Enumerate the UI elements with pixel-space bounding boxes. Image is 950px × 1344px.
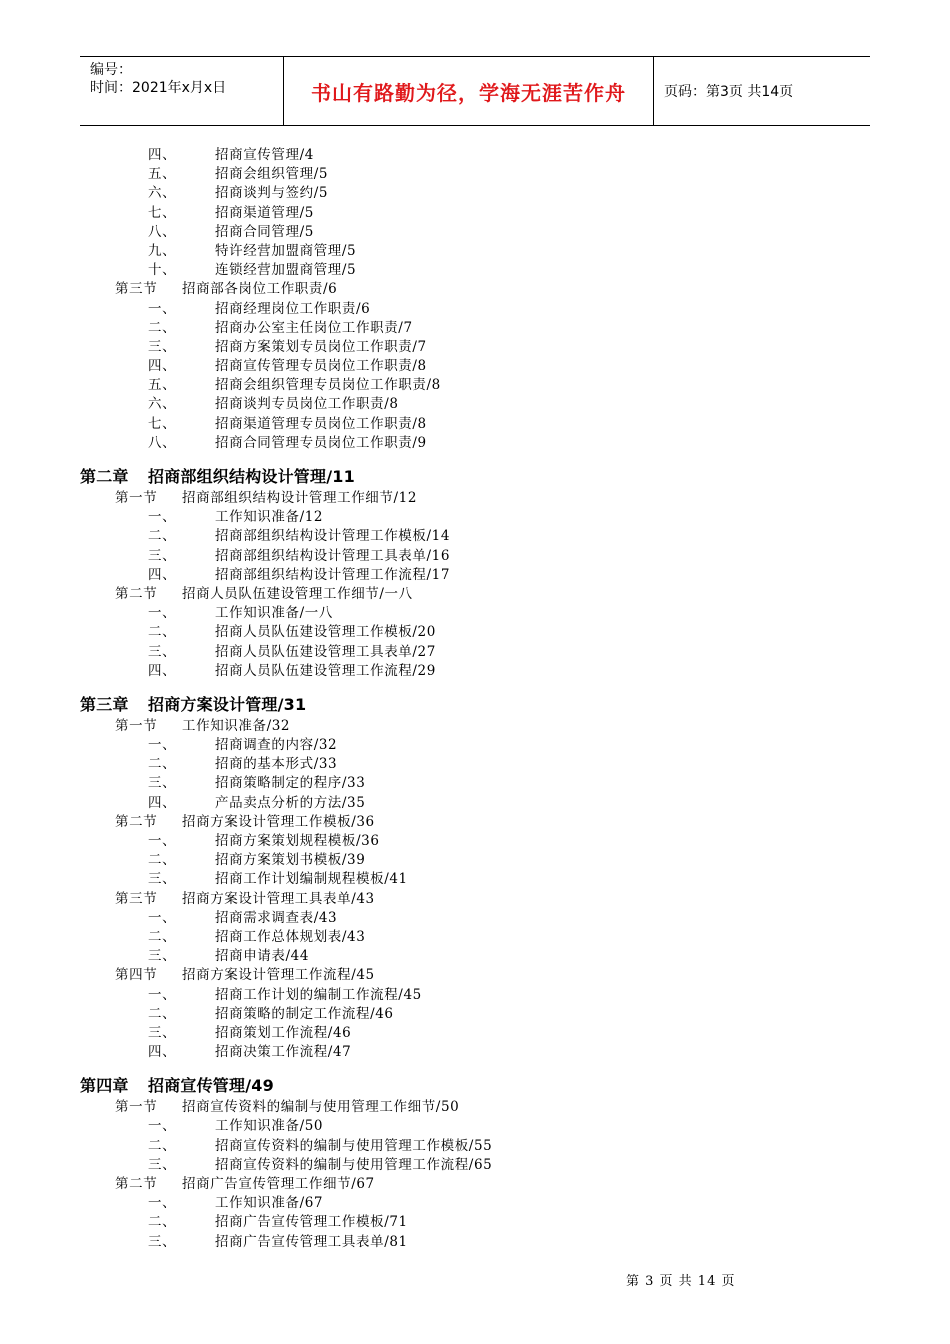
toc-item-number: 四、: [148, 358, 177, 375]
toc-item: [0, 508, 950, 527]
toc-item-number: 三、: [148, 871, 177, 888]
toc-section-number: 第二节: [115, 585, 158, 602]
toc-item-title: 特许经营加盟商管理/5: [215, 242, 357, 259]
toc-item-title: 招商会组织管理专员岗位工作职责/8: [215, 377, 441, 394]
toc-item: [0, 242, 950, 261]
toc-section-number: 第二节: [115, 813, 158, 830]
toc-item-title: 招商人员队伍建设管理工作模板/20: [215, 624, 436, 641]
toc-section-title: 工作知识准备/32: [182, 717, 291, 734]
toc-chapter: [0, 695, 950, 715]
toc-item-title: 招商办公室主任岗位工作职责/7: [215, 319, 413, 336]
toc-item-title: 招商宣传管理/4: [215, 147, 314, 163]
toc-item-number: 一、: [148, 737, 177, 754]
toc-section: [0, 890, 950, 909]
toc-item: [0, 146, 950, 165]
toc-item-number: 三、: [148, 1156, 177, 1173]
toc-item: [0, 223, 950, 242]
toc-item-number: 二、: [148, 319, 177, 336]
toc-section: [0, 280, 950, 299]
toc-item: [0, 643, 950, 662]
toc-item-title: 工作知识准备/50: [215, 1118, 324, 1135]
document-number-label: 编号：: [90, 62, 132, 78]
toc-item-number: 十、: [148, 262, 177, 279]
toc-item-title: 招商部组织结构设计管理工作模板/14: [215, 528, 451, 545]
toc-item-number: 二、: [148, 756, 177, 773]
toc-item: [0, 736, 950, 755]
toc-item-title: 招商会组织管理/5: [215, 166, 329, 183]
toc-item: [0, 1005, 950, 1024]
toc-item-number: 一、: [148, 1118, 177, 1135]
toc-item: [0, 832, 950, 851]
toc-item-number: 六、: [148, 185, 177, 202]
toc-section-title: 招商人员队伍建设管理工作细节/一八: [182, 585, 413, 602]
toc-item-title: 招商渠道管理/5: [215, 204, 314, 221]
toc-chapter: [0, 467, 950, 487]
toc-item: [0, 794, 950, 813]
toc-item-number: 一、: [148, 986, 177, 1003]
toc-item: [0, 928, 950, 947]
toc-chapter-number: 第四章: [80, 1076, 129, 1096]
table-of-contents: [0, 146, 950, 1252]
toc-item-number: 一、: [148, 1195, 177, 1212]
toc-item-number: 九、: [148, 242, 177, 259]
toc-item-title: 招商工作计划编制规程模板/41: [215, 871, 408, 888]
toc-item-title: 招商广告宣传管理工具表单/81: [215, 1233, 408, 1250]
toc-item: [0, 1117, 950, 1136]
toc-item-number: 三、: [148, 1024, 177, 1041]
toc-item-number: 三、: [148, 643, 177, 660]
toc-item-number: 二、: [148, 1137, 177, 1154]
toc-item-title: 招商策划工作流程/46: [215, 1024, 352, 1041]
toc-section-title: 招商方案设计管理工作模板/36: [182, 813, 375, 830]
toc-item-number: 四、: [148, 1044, 177, 1061]
header-page-number: 页码：第3页 共14页: [664, 84, 794, 100]
toc-item: [0, 527, 950, 546]
toc-item-number: 五、: [148, 377, 177, 394]
toc-item-title: 招商广告宣传管理工作模板/71: [215, 1214, 408, 1231]
toc-item-title: 招商工作总体规划表/43: [215, 928, 366, 945]
toc-section-title: 招商宣传资料的编制与使用管理工作细节/50: [182, 1099, 460, 1116]
toc-section-number: 第一节: [115, 717, 158, 734]
toc-item-title: 招商调查的内容/32: [215, 737, 338, 754]
document-time-label: 时间：2021年x月x日: [90, 80, 227, 96]
toc-item-number: 一、: [148, 300, 177, 317]
toc-item: [0, 204, 950, 223]
toc-item: [0, 1194, 950, 1213]
toc-item-number: 四、: [148, 794, 177, 811]
toc-item-title: 招商宣传资料的编制与使用管理工作流程/65: [215, 1156, 493, 1173]
toc-item: [0, 184, 950, 203]
toc-item-title: 招商部组织结构设计管理工具表单/16: [215, 547, 451, 564]
toc-section-number: 第一节: [115, 1099, 158, 1116]
toc-item-title: 招商部组织结构设计管理工作流程/17: [215, 566, 451, 583]
toc-item-title: 招商方案策划书模板/39: [215, 852, 366, 869]
toc-item-number: 三、: [148, 338, 177, 355]
toc-chapter-title: 招商方案设计管理/31: [148, 694, 307, 714]
toc-item: [0, 662, 950, 681]
toc-item: [0, 604, 950, 623]
toc-item: [0, 338, 950, 357]
toc-item-title: 招商谈判专员岗位工作职责/8: [215, 396, 399, 413]
toc-item: [0, 623, 950, 642]
toc-item: [0, 851, 950, 870]
toc-section: [0, 966, 950, 985]
toc-item-title: 招商策略制定的程序/33: [215, 775, 366, 792]
toc-item-number: 六、: [148, 396, 177, 413]
toc-item-number: 三、: [148, 547, 177, 564]
toc-item: [0, 261, 950, 280]
toc-item-number: 一、: [148, 509, 177, 526]
toc-item-number: 七、: [148, 415, 177, 432]
toc-section: [0, 1098, 950, 1117]
toc-item-number: 三、: [148, 948, 177, 965]
toc-item-title: 招商申请表/44: [215, 948, 310, 965]
toc-item: [0, 547, 950, 566]
header-motto: 书山有路勤为径，学海无涯苦作舟: [283, 57, 654, 125]
toc-item: [0, 909, 950, 928]
toc-item-number: 四、: [148, 662, 177, 679]
toc-item-number: 三、: [148, 775, 177, 792]
toc-chapter-title: 招商部组织结构设计管理/11: [148, 467, 355, 486]
toc-item: [0, 376, 950, 395]
toc-item-title: 招商策略的制定工作流程/46: [215, 1005, 394, 1022]
toc-item-title: 招商谈判与签约/5: [215, 185, 329, 202]
toc-section-number: 第三节: [115, 890, 158, 907]
toc-section-title: 招商方案设计管理工作流程/45: [182, 967, 375, 984]
toc-chapter: [0, 1076, 950, 1096]
toc-item-title: 工作知识准备/一八: [215, 605, 333, 622]
toc-item-title: 招商需求调查表/43: [215, 909, 338, 926]
toc-item-title: 招商经理岗位工作职责/6: [215, 300, 371, 317]
toc-item-title: 招商人员队伍建设管理工具表单/27: [215, 643, 436, 660]
toc-item-title: 招商的基本形式/33: [215, 756, 338, 773]
toc-item-title: 招商决策工作流程/47: [215, 1044, 352, 1061]
toc-section-title: 招商部组织结构设计管理工作细节/12: [182, 490, 418, 506]
toc-section-title: 招商部各岗位工作职责/6: [182, 281, 338, 298]
toc-item-title: 招商宣传管理专员岗位工作职责/8: [215, 358, 427, 375]
toc-item-number: 五、: [148, 166, 177, 183]
toc-item: [0, 434, 950, 453]
toc-item-number: 四、: [148, 566, 177, 583]
toc-item: [0, 774, 950, 793]
toc-item: [0, 755, 950, 774]
toc-item-title: 招商宣传资料的编制与使用管理工作模板/55: [215, 1137, 493, 1154]
toc-item: [0, 300, 950, 319]
toc-item-number: 三、: [148, 1233, 177, 1250]
toc-chapter-title: 招商宣传管理/49: [148, 1076, 274, 1096]
toc-item-number: 四、: [148, 147, 177, 163]
toc-item: [0, 566, 950, 585]
toc-section: [0, 585, 950, 604]
toc-item: [0, 986, 950, 1005]
toc-chapter-number: 第三章: [80, 694, 129, 714]
toc-item: [0, 1024, 950, 1043]
toc-item-number: 二、: [148, 1005, 177, 1022]
toc-item-number: 二、: [148, 528, 177, 545]
toc-section: [0, 813, 950, 832]
toc-section-number: 第一节: [115, 490, 158, 506]
toc-item: [0, 870, 950, 889]
toc-item-number: 一、: [148, 605, 177, 622]
toc-item: [0, 165, 950, 184]
toc-item-number: 一、: [148, 909, 177, 926]
toc-item: [0, 1043, 950, 1062]
toc-item-number: 七、: [148, 204, 177, 221]
toc-item-title: 产品卖点分析的方法/35: [215, 794, 366, 811]
toc-item-title: 招商渠道管理专员岗位工作职责/8: [215, 415, 427, 432]
toc-section-number: 第二节: [115, 1176, 158, 1192]
toc-item-number: 二、: [148, 624, 177, 641]
toc-item-number: 八、: [148, 223, 177, 240]
toc-section-title: 招商广告宣传管理工作细节/67: [182, 1176, 375, 1192]
toc-item: [0, 395, 950, 414]
toc-chapter-number: 第二章: [80, 467, 129, 486]
toc-item-title: 招商方案策划专员岗位工作职责/7: [215, 338, 427, 355]
toc-item-number: 二、: [148, 1214, 177, 1231]
toc-item: [0, 1233, 950, 1252]
toc-item-title: 招商合同管理/5: [215, 223, 314, 240]
toc-item-title: 招商工作计划的编制工作流程/45: [215, 986, 422, 1003]
toc-section: [0, 717, 950, 736]
toc-item: [0, 357, 950, 376]
header-meta: [80, 57, 283, 125]
toc-section-number: 第四节: [115, 967, 158, 984]
page-header: [80, 56, 870, 126]
toc-item-title: 招商合同管理专员岗位工作职责/9: [215, 434, 427, 451]
toc-item-title: 连锁经营加盟商管理/5: [215, 262, 357, 279]
page-footer: 第 3 页 共 14 页: [626, 1274, 736, 1289]
toc-section: [0, 489, 950, 508]
toc-section-number: 第三节: [115, 281, 158, 298]
toc-section-title: 招商方案设计管理工具表单/43: [182, 890, 375, 907]
toc-item: [0, 1156, 950, 1175]
toc-item: [0, 319, 950, 338]
toc-item-number: 二、: [148, 852, 177, 869]
toc-item-number: 二、: [148, 928, 177, 945]
toc-item-title: 招商人员队伍建设管理工作流程/29: [215, 662, 436, 679]
toc-item-number: 一、: [148, 833, 177, 849]
toc-section: [0, 1175, 950, 1194]
toc-item: [0, 1137, 950, 1156]
toc-item-title: 工作知识准备/67: [215, 1195, 324, 1212]
toc-item: [0, 1213, 950, 1232]
toc-item: [0, 415, 950, 434]
toc-item-title: 工作知识准备/12: [215, 509, 324, 526]
toc-item: [0, 947, 950, 966]
toc-item-number: 八、: [148, 434, 177, 451]
toc-item-title: 招商方案策划规程模板/36: [215, 833, 380, 849]
